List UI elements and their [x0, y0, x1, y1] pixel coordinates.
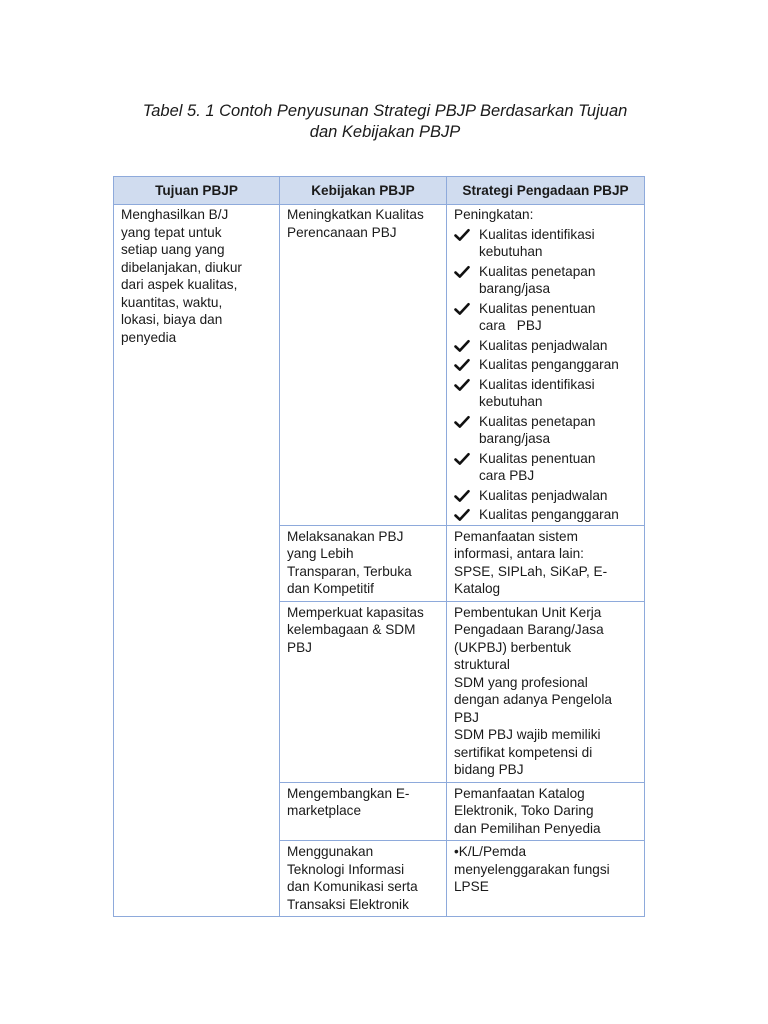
kebijakan-line: yang Lebih	[287, 546, 354, 561]
kebijakan-line: Teknologi Informasi	[287, 861, 405, 877]
caption-line-2: dan Kebijakan PBJP	[309, 123, 461, 141]
tujuan-line: kuantitas, waktu,	[121, 294, 223, 310]
strategi-line: •K/L/Pemda	[454, 844, 527, 859]
strategi-line: menyelenggarakan fungsi	[454, 861, 610, 877]
kebijakan-line: dan Komunikasi serta	[287, 879, 418, 894]
kebijakan-line: Menggunakan	[287, 844, 374, 859]
checkmark-icon	[454, 358, 470, 372]
list-item-text: Kualitas penjadwalan	[479, 337, 608, 353]
tujuan-line: lokasi, biaya dan	[121, 312, 223, 327]
checkmark-icon	[454, 452, 470, 466]
strategi-line: LPSE	[454, 879, 489, 894]
kebijakan-cell	[280, 841, 447, 917]
tujuan-line: dibelanjakan, diukur	[121, 259, 242, 275]
strategi-line: Katalog	[454, 581, 501, 596]
strategi-line: PBJ	[454, 709, 479, 725]
strategi-intro: Peningkatan:	[454, 207, 534, 222]
list-item	[454, 226, 638, 261]
checkmark-icon	[454, 378, 470, 392]
kebijakan-cell	[280, 782, 447, 841]
kebijakan-line: Transparan, Terbuka	[287, 563, 412, 579]
list-item-text: Kualitas penganggaran	[479, 357, 619, 372]
kebijakan-line: Transaksi Elektronik	[287, 896, 409, 912]
header-kebijakan: Kebijakan PBJP	[280, 177, 447, 205]
strategi-line: Pembentukan Unit Kerja	[454, 604, 602, 620]
strategi-line: Elektronik, Toko Daring	[454, 803, 594, 818]
list-item-text: Kualitas penetapan	[479, 263, 596, 279]
strategi-line: SDM yang profesional	[454, 674, 588, 690]
kebijakan-line: kelembagaan & SDM	[287, 622, 416, 637]
strategi-line: SDM PBJ wajib memiliki	[454, 727, 601, 742]
checkmark-icon	[454, 508, 470, 522]
strategi-line: bidang PBJ	[454, 762, 524, 777]
list-item	[454, 487, 638, 505]
list-item	[454, 337, 638, 355]
list-item-text: barang/jasa	[479, 431, 551, 446]
list-item-text: kebutuhan	[479, 394, 543, 409]
checkmark-icon	[454, 339, 470, 353]
kebijakan-line: Memperkuat kapasitas	[287, 604, 424, 620]
list-item	[454, 450, 638, 485]
list-item-text: Kualitas penentuan	[479, 300, 596, 316]
table-row	[114, 205, 645, 526]
check-list	[454, 226, 638, 524]
list-item-text: barang/jasa	[479, 281, 551, 296]
kebijakan-line: PBJ	[287, 639, 312, 655]
kebijakan-line: Perencanaan PBJ	[287, 224, 397, 240]
kebijakan-cell	[280, 601, 447, 782]
strategi-cell	[447, 841, 645, 917]
tujuan-line: yang tepat untuk	[121, 224, 222, 240]
kebijakan-line: dan Kompetitif	[287, 581, 374, 596]
checkmark-icon	[454, 415, 470, 429]
checkmark-icon	[454, 228, 470, 242]
strategi-line: Pengadaan Barang/Jasa	[454, 622, 604, 637]
list-item	[454, 376, 638, 411]
list-item	[454, 506, 638, 524]
checkmark-icon	[454, 265, 470, 279]
caption-line-1: Tabel 5. 1 Contoh Penyusunan Strategi PBJP Berdasarkan Tujuan	[142, 102, 628, 120]
kebijakan-line: Melaksanakan PBJ	[287, 528, 404, 544]
strategi-cell	[447, 782, 645, 841]
tujuan-line: Menghasilkan B/J	[121, 207, 229, 222]
list-item-text: Kualitas identifikasi	[479, 226, 595, 242]
kebijakan-cell	[280, 525, 447, 601]
table-caption	[100, 101, 670, 143]
strategy-table	[113, 176, 645, 917]
tujuan-line: dari aspek kualitas,	[121, 277, 238, 292]
list-item-text: Kualitas penjadwalan	[479, 487, 608, 503]
strategi-cell	[447, 525, 645, 601]
strategi-line: dan Pemilihan Penyedia	[454, 820, 601, 836]
list-item-text: Kualitas identifikasi	[479, 376, 595, 392]
strategi-line: sertifikat kompetensi di	[454, 744, 593, 760]
header-strategi: Strategi Pengadaan PBJP	[447, 177, 645, 205]
strategi-line: dengan adanya Pengelola	[454, 692, 612, 707]
kebijakan-cell	[280, 205, 447, 526]
list-item	[454, 300, 638, 335]
tujuan-cell	[114, 205, 280, 917]
strategi-line: Pemanfaatan sistem	[454, 528, 578, 544]
list-item-text: cara PBJ	[479, 318, 542, 333]
kebijakan-line: marketplace	[287, 803, 362, 818]
list-item-text: Kualitas penentuan	[479, 450, 596, 466]
kebijakan-line: Meningkatkan Kualitas	[287, 207, 424, 222]
list-item-text: kebutuhan	[479, 244, 543, 259]
list-item-text: Kualitas penganggaran	[479, 507, 619, 522]
strategi-line: SPSE, SIPLah, SiKaP, E-	[454, 563, 608, 579]
list-item-text: cara PBJ	[479, 468, 535, 483]
strategi-cell	[447, 205, 645, 526]
table-header-row	[114, 177, 645, 205]
kebijakan-line: Mengembangkan E-	[287, 785, 410, 801]
strategi-line: informasi, antara lain:	[454, 546, 584, 561]
tujuan-line: penyedia	[121, 329, 177, 345]
list-item	[454, 413, 638, 448]
header-tujuan: Tujuan PBJP	[114, 177, 280, 205]
strategi-line: (UKPBJ) berbentuk	[454, 639, 572, 655]
list-item	[454, 263, 638, 298]
list-item	[454, 356, 638, 374]
strategi-line: struktural	[454, 657, 510, 672]
tujuan-line: setiap uang yang	[121, 242, 225, 257]
list-item-text: Kualitas penetapan	[479, 413, 596, 429]
checkmark-icon	[454, 489, 470, 503]
strategi-cell	[447, 601, 645, 782]
strategi-line: Pemanfaatan Katalog	[454, 785, 585, 801]
checkmark-icon	[454, 302, 470, 316]
